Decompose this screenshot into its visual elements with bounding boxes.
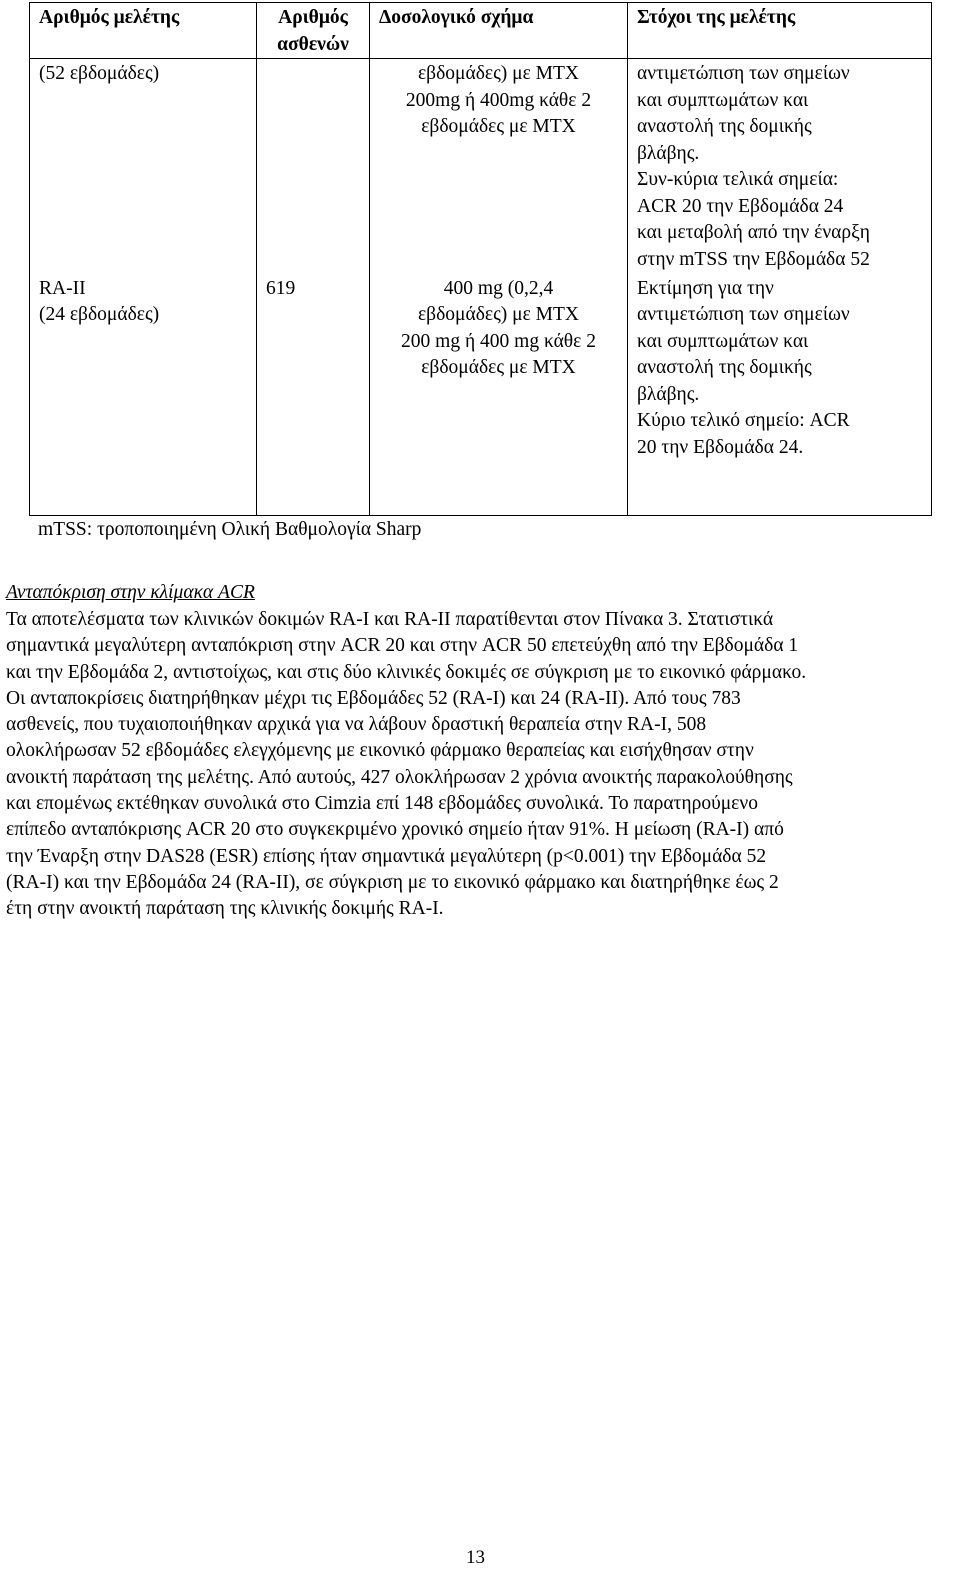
section-title: Ανταπόκριση στην κλίμακα ACR: [6, 582, 255, 603]
header-study-number: Αριθμός μελέτης: [30, 3, 257, 59]
header-patient-count: Αριθμός ασθενών: [257, 3, 370, 59]
page-number: 13: [466, 1547, 485, 1568]
paragraph-line: ολοκλήρωσαν 52 εβδομάδες ελεγχόμενης με εικονικό φάρμακο θεραπείας και εισήχθησαν στην: [6, 740, 754, 762]
paragraph-line: Οι ανταποκρίσεις διατηρήθηκαν μέχρι τις Εβδομάδες 52 (RA-I) και 24 (RA-II). Από τους 783: [6, 687, 741, 709]
study-cell: (52 εβδομάδες): [30, 59, 257, 274]
objectives-cell: Εκτίμηση για την αντιμετώπιση των σημείων και συμπτωμάτων και αναστολή της δομικής βλάβης. Κύριο τελικό σημείο: ACR 20 την Εβδομάδα 24.: [628, 274, 932, 516]
paragraph-line: σημαντικά μεγαλύτερη ανταπόκριση στην ACR 20 και στην ACR 50 επετεύχθη από την Εβδομάδα 1: [6, 635, 799, 657]
paragraph-line: και την Εβδομάδα 2, αντιστοίχως, και στις δύο κλινικές δοκιμές σε σύγκριση με το εικονικό φάρμακο.: [6, 661, 807, 683]
paragraph-line: Τα αποτελέσματα των κλινικών δοκιμών RA-I και RA-II παρατίθενται στον Πίνακα 3. Στατιστικά: [6, 609, 774, 630]
objectives-cell: αντιμετώπιση των σημείων και συμπτωμάτων και αναστολή της δομικής βλάβης. Συν-κύρια τελικά σημεία: ACR 20 την Εβδομάδα 24 και μεταβολή από την έναρξη στην mTSS την Εβδομάδα 52: [628, 59, 932, 274]
study-table: [29, 2, 932, 516]
paragraph-line: την Έναρξη στην DAS28 (ESR) επίσης ήταν σημαντικά μεγαλύτερη (p<0.001) την Εβδομάδα 52: [6, 845, 767, 867]
paragraph-line: ανοικτή παράταση της μελέτης. Από αυτούς, 427 ολοκλήρωσαν 2 χρόνια ανοικτής παρακολούθησης: [6, 766, 793, 788]
study-table-container: [29, 2, 931, 516]
table-footnote: mTSS: τροποποιημένη Ολική Βαθμολογία Sharp: [38, 519, 422, 540]
paragraph-line: έτη στην ανοικτή παράταση της κλινικής δοκιμής RA-I.: [6, 898, 444, 920]
paragraph-line: (RA-I) και την Εβδομάδα 24 (RA-II), σε σύγκριση με το εικονικό φάρμακο και διατηρήθηκε έως 2: [6, 871, 779, 893]
table-row: [30, 59, 932, 274]
body-paragraph: [6, 607, 950, 923]
table-row: [30, 274, 932, 516]
paragraph-line: επίπεδο ανταπόκρισης ACR 20 στο συγκεκριμένο χρονικό σημείο ήταν 91%. Η μείωση (RA-I) από: [6, 819, 784, 841]
paragraph-line: και επομένως εκτέθηκαν συνολικά στο Cimzia επί 148 εβδομάδες συνολικά. Το παρατηρούμενο: [6, 793, 758, 815]
header-study-objectives: Στόχοι της μελέτης: [628, 3, 932, 59]
table-header-row: [30, 3, 932, 59]
dose-cell: 400 mg (0,2,4 εβδομάδες) με ΜΤΧ 200 mg ή 400 mg κάθε 2 εβδομάδες με ΜΤΧ: [370, 274, 628, 516]
paragraph-line: ασθενείς, που τυχαιοποιήθηκαν αρχικά για να λάβουν δραστική θεραπεία στην RA-I, 508: [6, 714, 707, 736]
patients-cell: 619: [257, 274, 370, 516]
header-dosing-regimen: Δοσολογικό σχήμα: [370, 3, 628, 59]
patients-cell: [257, 59, 370, 274]
study-cell: RA-II (24 εβδομάδες): [30, 274, 257, 516]
dose-cell: εβδομάδες) με ΜΤΧ 200mg ή 400mg κάθε 2 εβδομάδες με ΜΤΧ: [370, 59, 628, 274]
